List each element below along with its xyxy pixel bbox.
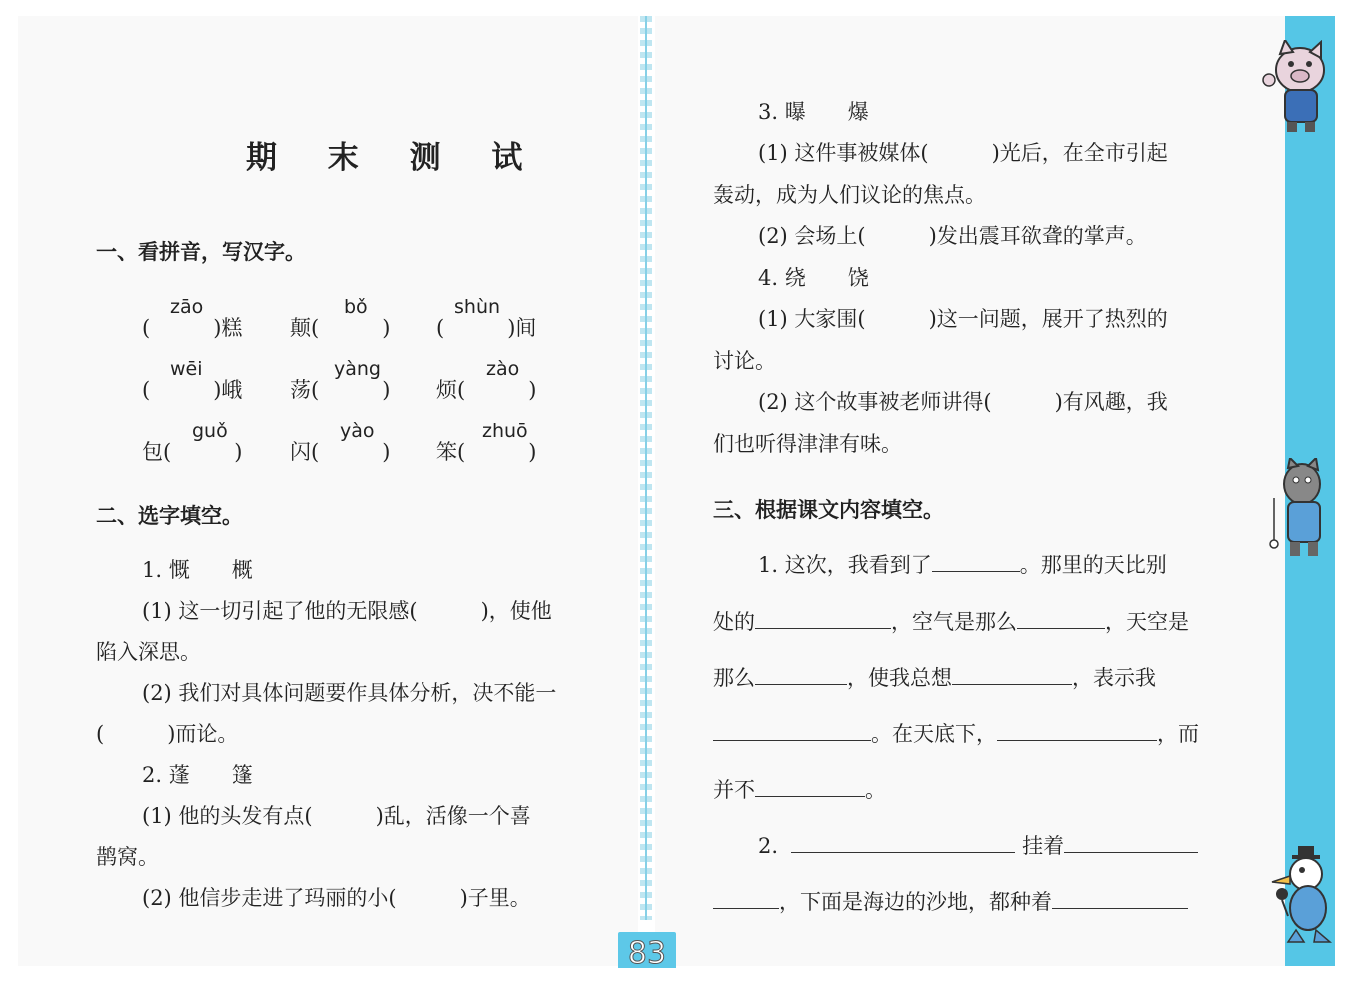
question-line: 3. 曝 爆 [758,100,869,124]
question-line: (1) 大家围( )这一问题，展开了热烈的 [758,307,1168,331]
fill-line: 处的 ，空气是那么 ，天空是 [713,610,1189,634]
fill-line: 那么 ，使我总想 ，表示我 [713,666,1156,690]
question-line: 鹊窝。 [96,845,159,869]
fill-blank[interactable] [1017,610,1105,629]
pinyin: bǒ [344,296,368,318]
question-line: 陷入深思。 [96,640,201,664]
fill-line: 1. 这次，我看到了 。那里的天比别 [758,553,1167,577]
page-number-box [618,932,676,971]
pinyin: yàng [334,358,381,380]
question-line: (1) 这件事被媒体( )光后，在全市引起 [758,141,1168,165]
question-line: 1. 慨 概 [142,558,253,582]
question-line: (2) 这个故事被老师讲得( )有风趣，我 [758,390,1168,414]
question-line: (1) 这一切引起了他的无限感( )，使他 [142,599,552,623]
pinyin: zào [486,358,520,380]
bird-mascot-icon [1268,846,1338,946]
fill-blank[interactable] [713,890,779,909]
pinyin: zāo [170,296,204,318]
pinyin-answer-slot[interactable]: 荡( ) [290,378,391,402]
fill-blank[interactable] [1064,834,1198,853]
pinyin-answer-slot[interactable]: 笨( ) [436,440,537,464]
pinyin: guǒ [192,420,228,442]
fill-blank[interactable] [755,610,891,629]
section3-heading: 三、根据课文内容填空。 [713,498,944,522]
pinyin-answer-slot[interactable]: 烦( ) [436,378,537,402]
pinyin-answer-slot[interactable]: 颠( ) [290,316,391,340]
question-line: (2) 我们对具体问题要作具体分析，决不能一 [142,681,557,705]
wolf-mascot-icon [1262,458,1334,563]
page-number: 83 [627,936,667,971]
book-spine [640,16,652,920]
section2-heading: 二、选字填空。 [96,504,243,528]
fill-line: 2. 挂着 [758,834,1198,857]
pinyin: wēi [170,358,203,380]
pinyin-answer-slot[interactable]: 包( ) [142,440,243,464]
fill-blank[interactable] [791,834,1015,853]
question-line: 们也听得津津有味。 [713,432,902,456]
fill-blank[interactable] [932,553,1020,572]
page-title: 期 末 测 试 [246,140,543,176]
pinyin: shùn [454,296,501,318]
question-line: (2) 会场上( )发出震耳欲聋的掌声。 [758,224,1147,248]
question-line: ( )而论。 [96,722,239,746]
question-line: (2) 他信步走进了玛丽的小( )子里。 [142,886,531,910]
fill-line: 。在天底下， ，而 [713,722,1199,745]
fill-blank[interactable] [755,666,847,685]
question-line: 4. 绕 饶 [758,266,869,290]
fill-blank[interactable] [1052,890,1188,909]
question-line: (1) 他的头发有点( )乱，活像一个喜 [142,804,531,828]
question-line: 讨论。 [713,349,776,373]
fill-line: 并不 。 [713,778,886,802]
pinyin: zhuō [482,420,528,442]
pinyin-answer-slot[interactable]: ( )间 [436,316,537,340]
pinyin-answer-slot[interactable]: ( )峨 [142,378,243,402]
question-line: 轰动，成为人们议论的焦点。 [713,183,986,207]
pinyin-answer-slot[interactable]: 闪( ) [290,440,391,464]
pig-mascot-icon [1255,40,1335,135]
fill-line: ，下面是海边的沙地，都种着 [713,890,1188,913]
section1-heading: 一、看拼音，写汉字。 [96,240,306,264]
pinyin-answer-slot[interactable]: ( )糕 [142,316,243,340]
fill-blank[interactable] [755,778,865,797]
pinyin: yào [340,420,375,442]
question-line: 2. 蓬 篷 [142,763,253,787]
fill-blank[interactable] [997,722,1157,741]
fill-blank[interactable] [952,666,1072,685]
fill-blank[interactable] [713,722,871,741]
